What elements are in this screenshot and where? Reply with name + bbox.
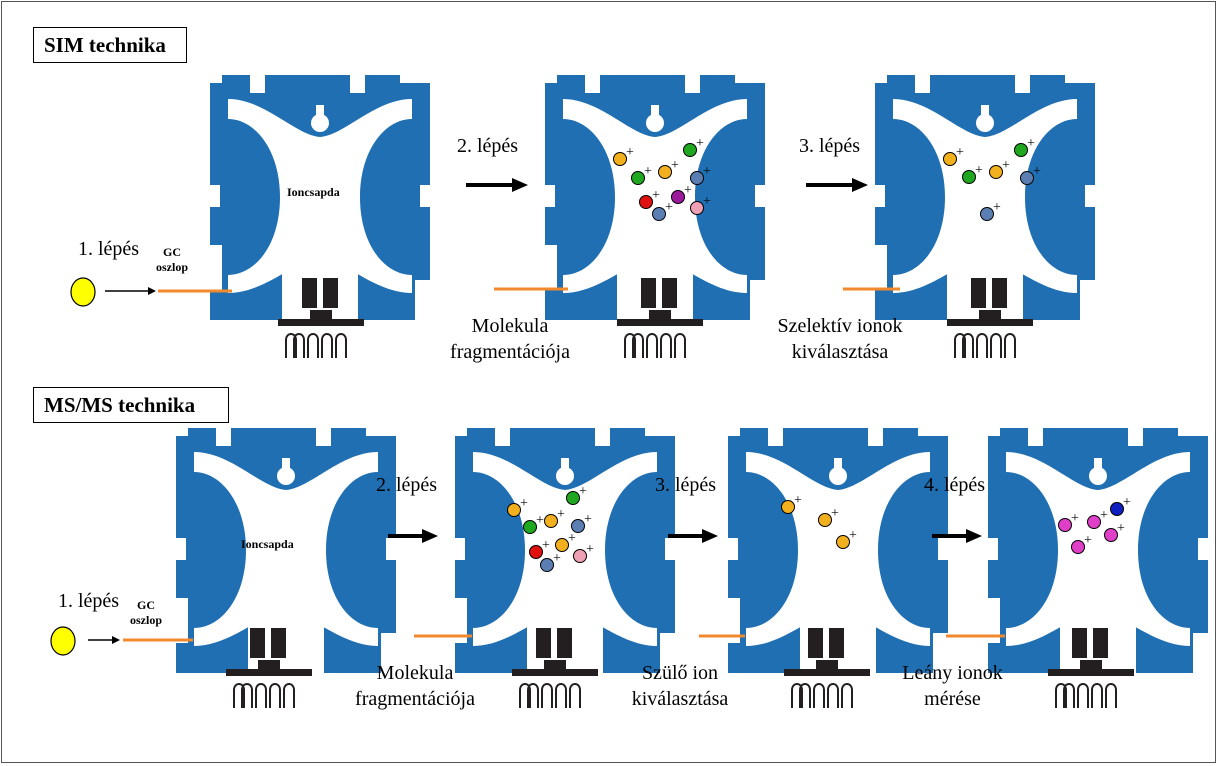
sim-frag-1-ion — [684, 144, 697, 157]
sim-caption-b-line1: Szelektív ionok — [777, 315, 903, 337]
msms-frag-3-ion-charge: + — [557, 507, 565, 522]
msms-frag-7-ion-charge: + — [553, 551, 561, 566]
sim-frag-2-ion — [632, 172, 645, 185]
msms-gc-line2: oszlop — [129, 613, 162, 627]
sim-step2-label: 2. lépés — [457, 135, 519, 157]
msms-frag-0-ion-charge: + — [520, 496, 528, 511]
sim-frag-1-ion-charge: + — [696, 136, 704, 151]
sim-step1-label: 1. lépés — [78, 238, 140, 260]
msms-caption-b-line1: Szülő ion — [641, 662, 719, 684]
msms-frag-5-ion — [530, 546, 543, 559]
msms-title: MS/MS technika — [44, 392, 196, 417]
msms-daughter-1-ion — [1088, 516, 1101, 529]
sim-frag-3-ion-charge: + — [671, 158, 679, 173]
sim-sel-1-ion-charge: + — [1027, 136, 1035, 151]
msms-frag-8-ion — [574, 550, 587, 563]
msms-parent-0-ion-charge: + — [794, 493, 802, 508]
msms-title-box — [33, 387, 229, 423]
sim-arrow-step3 — [806, 178, 868, 192]
msms-frag-1-ion-charge: + — [579, 484, 587, 499]
sim-sel-4-ion-charge: + — [1033, 164, 1041, 179]
msms-frag-0-ion — [508, 504, 521, 517]
sim-caption-a-line1: Molekula — [471, 315, 549, 337]
msms-arrow-step3 — [668, 529, 718, 543]
sim-sel-5-ion — [981, 208, 994, 221]
msms-caption-a-line1: Molekula — [376, 662, 454, 684]
msms-frag-3-ion — [545, 515, 558, 528]
msms-frag-6-ion-charge: + — [568, 531, 576, 546]
msms-frag-5-ion-charge: + — [542, 538, 550, 553]
msms-step3-label: 3. lépés — [655, 474, 717, 496]
msms-daughter-2-ion-charge: + — [1123, 495, 1131, 510]
sim-caption-b-line2: kiválasztása — [791, 341, 889, 363]
msms-parent-2-ion — [837, 536, 850, 549]
sim-frag-2-ion-charge: + — [644, 164, 652, 179]
msms-parent-1-ion-charge: + — [831, 506, 839, 521]
msms-step1-label: 1. lépés — [58, 590, 120, 612]
sim-sel-5-ion-charge: + — [993, 200, 1001, 215]
msms-frag-6-ion — [556, 539, 569, 552]
msms-daughter-3-ion — [1105, 529, 1118, 542]
msms-daughter-3-ion-charge: + — [1117, 521, 1125, 536]
sim-caption-a-line2: fragmentációja — [450, 341, 570, 363]
msms-molecule — [51, 627, 75, 655]
sim-frag-0-ion — [614, 153, 627, 166]
msms-trap-label: Ioncsapda — [241, 537, 294, 551]
sim-sel-2-ion — [963, 171, 976, 184]
sim-frag-0-ion-charge: + — [626, 145, 634, 160]
sim-frag-4-ion-charge: + — [703, 164, 711, 179]
msms-caption-c — [885, 660, 1020, 712]
sim-frag-6-ion — [672, 191, 685, 204]
msms-caption-c-line1: Leány ionok — [902, 662, 1003, 684]
sim-frag-8-ion — [691, 202, 704, 215]
msms-parent-0-ion — [782, 501, 795, 514]
msms-daughter-2-ion — [1111, 503, 1124, 516]
msms-step4-label: 4. lépés — [924, 474, 986, 496]
sim-sel-4-ion — [1021, 172, 1034, 185]
msms-daughter-1-ion-charge: + — [1100, 508, 1108, 523]
msms-caption-b — [615, 660, 745, 712]
msms-frag-4-ion-charge: + — [584, 512, 592, 527]
sim-sel-3-ion — [990, 166, 1003, 179]
msms-parent-1-ion — [819, 514, 832, 527]
msms-caption-c-line2: mérése — [924, 688, 981, 710]
sim-title: SIM technika — [44, 32, 166, 57]
msms-caption-a — [345, 660, 485, 712]
sim-trap-label: Ioncsapda — [287, 185, 340, 199]
sim-frag-5-ion — [640, 196, 653, 209]
sim-gc-line1: GC — [163, 245, 181, 259]
sim-frag-4-ion — [691, 172, 704, 185]
sim-frag-7-ion — [653, 208, 666, 221]
msms-daughter-4-ion-charge: + — [1084, 533, 1092, 548]
sim-frag-8-ion-charge: + — [703, 194, 711, 209]
sim-frag-3-ion — [659, 166, 672, 179]
msms-gc-line1: GC — [137, 598, 155, 612]
sim-frag-7-ion-charge: + — [665, 200, 673, 215]
sim-title-box — [33, 27, 187, 63]
sim-sel-1-ion — [1015, 144, 1028, 157]
msms-daughter-0-ion — [1059, 519, 1072, 532]
sim-caption-a — [440, 313, 580, 365]
sim-molecule — [71, 278, 95, 306]
sim-gc-label — [148, 245, 196, 275]
sim-frag-5-ion-charge: + — [652, 188, 660, 203]
msms-frag-2-ion — [524, 521, 537, 534]
msms-gc-label — [122, 598, 170, 628]
sim-gc-line2: oszlop — [155, 260, 188, 274]
sim-sel-0-ion-charge: + — [956, 145, 964, 160]
sim-sel-3-ion-charge: + — [1002, 158, 1010, 173]
msms-daughter-4-ion — [1072, 541, 1085, 554]
sim-small-arrow — [105, 287, 156, 295]
msms-caption-b-line2: kiválasztása — [631, 688, 729, 710]
sim-caption-b — [755, 313, 925, 365]
msms-small-arrow — [88, 636, 120, 644]
sim-arrow-step2 — [466, 178, 528, 192]
sim-sel-2-ion-charge: + — [975, 163, 983, 178]
msms-frag-1-ion — [567, 492, 580, 505]
sim-sel-0-ion — [944, 153, 957, 166]
msms-frag-2-ion-charge: + — [536, 513, 544, 528]
sim-frag-6-ion-charge: + — [684, 183, 692, 198]
sim-step3-label: 3. lépés — [799, 135, 861, 157]
msms-parent-2-ion-charge: + — [849, 528, 857, 543]
msms-frag-7-ion — [541, 559, 554, 572]
msms-daughter-0-ion-charge: + — [1071, 511, 1079, 526]
msms-frag-8-ion-charge: + — [586, 542, 594, 557]
msms-caption-a-line2: fragmentációja — [355, 688, 475, 710]
msms-step2-label: 2. lépés — [376, 474, 438, 496]
